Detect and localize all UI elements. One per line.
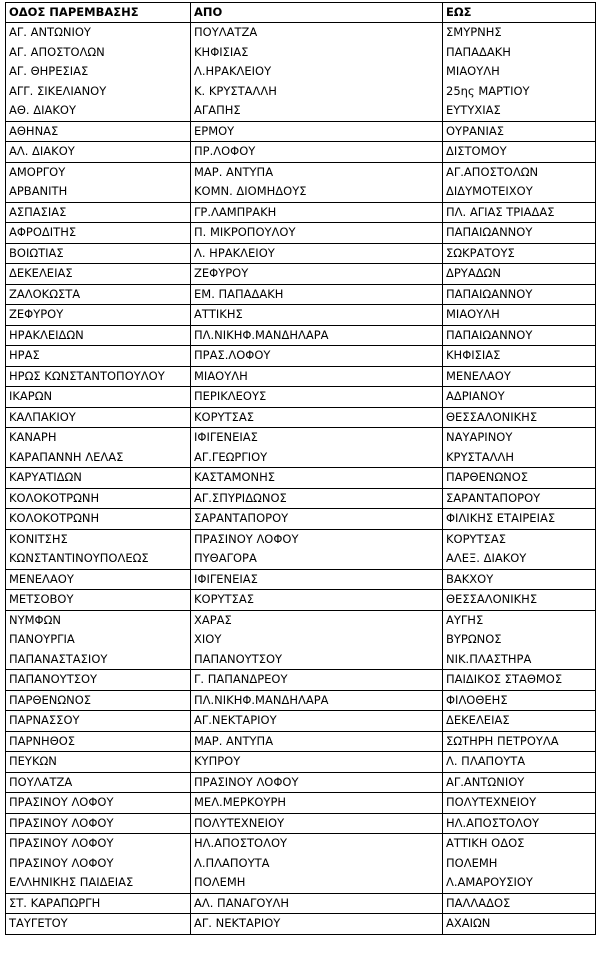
table-row [6,305,596,326]
cell-to: ΚΡΥΣΤΑΛΛΗ [443,448,596,468]
cell-from: ΚΑΣΤΑΜΟΝΗΣ [191,468,443,489]
cell-street: ΚΑΛΠΑΚΙΟΥ [6,407,191,428]
cell-from: Κ. ΚΡΥΣΤΑΛΛΗ [191,82,443,102]
cell-from: ΠΕΡΙΚΛΕΟΥΣ [191,387,443,408]
table-row [6,121,596,142]
cell-to: ΠΛ. ΑΓΙΑΣ ΤΡΙΑΔΑΣ [443,202,596,223]
cell-from: Γ. ΠΑΠΑΝΔΡΕΟΥ [191,670,443,691]
cell-from: ΙΦΙΓΕΝΕΙΑΣ [191,428,443,448]
table-row [6,834,596,854]
table-row [6,468,596,489]
cell-from: ΓΡ.ΛΑΜΠΡΑΚΗ [191,202,443,223]
cell-to: ΣΩΚΡΑΤΟΥΣ [443,243,596,264]
cell-to: ΚΗΦΙΣΙΑΣ [443,346,596,367]
table-row [6,549,596,569]
cell-from: ΖΕΦΥΡΟΥ [191,264,443,285]
cell-to: ΣΑΡΑΝΤΑΠΟΡΟΥ [443,488,596,509]
cell-street: ΠΑΡΝΑΣΣΟΥ [6,711,191,732]
cell-to: Λ. ΠΛΑΠΟΥΤΑ [443,752,596,773]
cell-street: ΕΛΛΗΝΙΚΗΣ ΠΑΙΔΕΙΑΣ [6,873,191,893]
cell-to: ΔΡΥΑΔΩΝ [443,264,596,285]
cell-street: ΑΛ. ΔΙΑΚΟΥ [6,142,191,163]
table-row [6,529,596,549]
cell-street: ΑΣΠΑΣΙΑΣ [6,202,191,223]
cell-street: ΠΑΝΟΥΡΓΙΑ [6,630,191,650]
cell-to: ΕΥΤΥΧΙΑΣ [443,101,596,121]
cell-from: ΜΕΛ.ΜΕΡΚΟΥΡΗ [191,793,443,814]
table-row [6,82,596,102]
table-row [6,366,596,387]
table-row [6,448,596,468]
table-row [6,223,596,244]
cell-from: ΠΡ.ΛΟΦΟΥ [191,142,443,163]
cell-street: ΣΤ. ΚΑΡΑΠΩΡΓΗ [6,893,191,914]
cell-from: ΑΓ.ΝΕΚΤΑΡΙΟΥ [191,711,443,732]
cell-from: Λ.ΠΛΑΠΟΥΤΑ [191,854,443,874]
header-row [6,3,596,23]
cell-to: ΠΑΠΑΙΩΑΝΝΟΥ [443,284,596,305]
cell-from: ΜΑΡ. ΑΝΤΥΠΑ [191,731,443,752]
cell-from: ΙΦΙΓΕΝΕΙΑΣ [191,569,443,590]
table-row [6,182,596,202]
cell-street: ΠΑΡΝΗΘΟΣ [6,731,191,752]
cell-to: ΔΙΔΥΜΟΤΕΙΧΟΥ [443,182,596,202]
table-row [6,284,596,305]
table-row [6,264,596,285]
cell-from: ΚΟΡΥΤΣΑΣ [191,407,443,428]
cell-from: ΠΑΠΑΝΟΥΤΣΟΥ [191,650,443,670]
cell-street: ΚΑΡΑΠΑΝΝΗ ΛΕΛΑΣ [6,448,191,468]
cell-to: ΑΓ.ΑΝΤΩΝΙΟΥ [443,772,596,793]
cell-to: ΠΑΠΑΙΩΑΝΝΟΥ [443,325,596,346]
cell-to: ΜΙΑΟΥΛΗ [443,62,596,82]
table-row [6,711,596,732]
cell-to: ΦΙΛΙΚΗΣ ΕΤΑΙΡΕΙΑΣ [443,509,596,530]
cell-to: ΒΥΡΩΝΟΣ [443,630,596,650]
cell-from: ΧΑΡΑΣ [191,610,443,630]
cell-street: ΠΡΑΣΙΝΟΥ ΛΟΦΟΥ [6,793,191,814]
table-row [6,407,596,428]
cell-street: ΚΟΛΟΚΟΤΡΩΝΗ [6,509,191,530]
cell-to: ΒΑΚΧΟΥ [443,569,596,590]
cell-from: ΠΟΛΕΜΗ [191,873,443,893]
table-row [6,650,596,670]
cell-street: ΜΕΤΣΟΒΟΥ [6,590,191,611]
table-row [6,101,596,121]
cell-from: ΑΓ.ΓΕΩΡΓΙΟΥ [191,448,443,468]
header-to: ΕΩΣ [443,3,596,23]
cell-street: ΗΡΑΚΛΕΙΔΩΝ [6,325,191,346]
cell-street: ΑΦΡΟΔΙΤΗΣ [6,223,191,244]
table-row [6,914,596,935]
cell-from: ΑΓ. ΝΕΚΤΑΡΙΟΥ [191,914,443,935]
cell-from: ΑΓΑΠΗΣ [191,101,443,121]
cell-street: ΜΕΝΕΛΑΟΥ [6,569,191,590]
table-row [6,854,596,874]
cell-street: ΑΓ. ΑΝΤΩΝΙΟΥ [6,23,191,43]
table-row [6,243,596,264]
cell-to: ΠΑΠΑΙΩΑΝΝΟΥ [443,223,596,244]
cell-to: ΠΟΛΕΜΗ [443,854,596,874]
streets-table [5,2,596,935]
cell-from: ΠΟΥΛΑΤΖΑ [191,23,443,43]
cell-from: ΚΟΡΥΤΣΑΣ [191,590,443,611]
table-row [6,62,596,82]
cell-street: ΠΑΡΘΕΝΩΝΟΣ [6,690,191,711]
cell-to: ΠΟΛΥΤΕΧΝΕΙΟΥ [443,793,596,814]
cell-to: ΠΑΡΘΕΝΩΝΟΣ [443,468,596,489]
table-row [6,893,596,914]
table-row [6,793,596,814]
table-row [6,142,596,163]
cell-from: ΣΑΡΑΝΤΑΠΟΡΟΥ [191,509,443,530]
cell-street: ΚΑΡΥΑΤΙΔΩΝ [6,468,191,489]
cell-from: ΑΓ.ΣΠΥΡΙΔΩΝΟΣ [191,488,443,509]
table-row [6,23,596,43]
header-street: ΟΔΟΣ ΠΑΡΕΜΒΑΣΗΣ [6,3,191,23]
cell-from: Π. ΜΙΚΡΟΠΟΥΛΟΥ [191,223,443,244]
cell-street: ΖΑΛΟΚΩΣΤΑ [6,284,191,305]
cell-to: ΟΥΡΑΝΙΑΣ [443,121,596,142]
cell-to: ΔΙΣΤΟΜΟΥ [443,142,596,163]
cell-to: ΑΓ.ΑΠΟΣΤΟΛΩΝ [443,162,596,182]
cell-to: ΦΙΛΟΘΕΗΣ [443,690,596,711]
cell-street: ΝΥΜΦΩΝ [6,610,191,630]
cell-to: ΣΩΤΗΡΗ ΠΕΤΡΟΥΛΑ [443,731,596,752]
cell-to: ΝΙΚ.ΠΛΑΣΤΗΡΑ [443,650,596,670]
table-row [6,670,596,691]
cell-to: 25ης ΜΑΡΤΙΟΥ [443,82,596,102]
table-row [6,772,596,793]
cell-from: ΚΗΦΙΣΙΑΣ [191,43,443,63]
cell-to: ΝΑΥΑΡΙΝΟΥ [443,428,596,448]
cell-from: ΑΤΤΙΚΗΣ [191,305,443,326]
cell-from: Λ. ΗΡΑΚΛΕΙΟΥ [191,243,443,264]
cell-from: ΠΡΑΣΙΝΟΥ ΛΟΦΟΥ [191,529,443,549]
cell-street: ΠΡΑΣΙΝΟΥ ΛΟΦΟΥ [6,854,191,874]
cell-from: ΜΑΡ. ΑΝΤΥΠΑ [191,162,443,182]
cell-street: ΠΟΥΛΑΤΖΑ [6,772,191,793]
cell-street: ΑΓ. ΘΗΡΕΣΙΑΣ [6,62,191,82]
cell-to: ΘΕΣΣΑΛΟΝΙΚΗΣ [443,590,596,611]
cell-from: Λ.ΗΡΑΚΛΕΙΟΥ [191,62,443,82]
cell-from: ΠΛ.ΝΙΚΗΦ.ΜΑΝΔΗΛΑΡΑ [191,325,443,346]
table-row [6,610,596,630]
header-from: ΑΠΟ [191,3,443,23]
cell-to: ΑΤΤΙΚΗ ΟΔΟΣ [443,834,596,854]
cell-street: ΗΡΩΣ ΚΩΝΣΤΑΝΤΟΠΟΥΛΟΥ [6,366,191,387]
cell-street: ΑΓ. ΑΠΟΣΤΟΛΩΝ [6,43,191,63]
cell-from: ΚΥΠΡΟΥ [191,752,443,773]
cell-street: ΠΡΑΣΙΝΟΥ ΛΟΦΟΥ [6,813,191,834]
cell-to: ΘΕΣΣΑΛΟΝΙΚΗΣ [443,407,596,428]
cell-street: ΚΩΝΣΤΑΝΤΙΝΟΥΠΟΛΕΩΣ [6,549,191,569]
cell-to: ΗΛ.ΑΠΟΣΤΟΛΟΥ [443,813,596,834]
cell-street: ΚΑΝΑΡΗ [6,428,191,448]
cell-from: ΑΛ. ΠΑΝΑΓΟΥΛΗ [191,893,443,914]
cell-to: ΜΙΑΟΥΛΗ [443,305,596,326]
cell-from: ΗΛ.ΑΠΟΣΤΟΛΟΥ [191,834,443,854]
cell-street: ΒΟΙΩΤΙΑΣ [6,243,191,264]
cell-to: ΣΜΥΡΝΗΣ [443,23,596,43]
cell-from: ΠΛ.ΝΙΚΗΦ.ΜΑΝΔΗΛΑΡΑ [191,690,443,711]
cell-from: ΜΙΑΟΥΛΗ [191,366,443,387]
cell-street: ΚΟΝΙΤΣΗΣ [6,529,191,549]
table-row [6,590,596,611]
table-row [6,162,596,182]
cell-street: ΠΕΥΚΩΝ [6,752,191,773]
cell-to: ΠΑΛΛΑΔΟΣ [443,893,596,914]
cell-street: ΑΘ. ΔΙΑΚΟΥ [6,101,191,121]
cell-from: ΠΟΛΥΤΕΧΝΕΙΟΥ [191,813,443,834]
cell-to: ΑΥΓΗΣ [443,610,596,630]
table-row [6,731,596,752]
cell-from: ΠΡΑΣ.ΛΟΦΟΥ [191,346,443,367]
cell-to: ΚΟΡΥΤΣΑΣ [443,529,596,549]
cell-from: ΧΙΟΥ [191,630,443,650]
cell-to: ΑΔΡΙΑΝΟΥ [443,387,596,408]
cell-to: ΜΕΝΕΛΑΟΥ [443,366,596,387]
table-row [6,630,596,650]
table-row [6,509,596,530]
cell-street: ΠΑΠΑΝΟΥΤΣΟΥ [6,670,191,691]
cell-street: ΤΑΥΓΕΤΟΥ [6,914,191,935]
cell-from: ΚΟΜΝ. ΔΙΟΜΗΔΟΥΣ [191,182,443,202]
cell-street: ΠΑΠΑΝΑΣΤΑΣΙΟΥ [6,650,191,670]
cell-street: ΑΜΟΡΓΟΥ [6,162,191,182]
cell-street: ΖΕΦΥΡΟΥ [6,305,191,326]
table-row [6,752,596,773]
cell-street: ΑΓΓ. ΣΙΚΕΛΙΑΝΟΥ [6,82,191,102]
table-row [6,569,596,590]
cell-street: ΑΘΗΝΑΣ [6,121,191,142]
cell-street: ΑΡΒΑΝΙΤΗ [6,182,191,202]
table-row [6,488,596,509]
table-row [6,43,596,63]
cell-from: ΕΜ. ΠΑΠΑΔΑΚΗ [191,284,443,305]
cell-from: ΕΡΜΟΥ [191,121,443,142]
table-row [6,387,596,408]
cell-to: Λ.ΑΜΑΡΟΥΣΙΟΥ [443,873,596,893]
table-row [6,873,596,893]
table-row [6,202,596,223]
cell-street: ΚΟΛΟΚΟΤΡΩΝΗ [6,488,191,509]
cell-street: ΠΡΑΣΙΝΟΥ ΛΟΦΟΥ [6,834,191,854]
table-row [6,428,596,448]
table-row [6,346,596,367]
cell-to: ΔΕΚΕΛΕΙΑΣ [443,711,596,732]
cell-from: ΠΥΘΑΓΟΡΑ [191,549,443,569]
cell-to: ΠΑΙΔΙΚΟΣ ΣΤΑΘΜΟΣ [443,670,596,691]
cell-to: ΠΑΠΑΔΑΚΗ [443,43,596,63]
table-row [6,325,596,346]
cell-to: ΑΧΑΙΩΝ [443,914,596,935]
cell-to: ΑΛΕΞ. ΔΙΑΚΟΥ [443,549,596,569]
table-row [6,690,596,711]
cell-street: ΙΚΑΡΩΝ [6,387,191,408]
cell-from: ΠΡΑΣΙΝΟΥ ΛΟΦΟΥ [191,772,443,793]
table-row [6,813,596,834]
cell-street: ΔΕΚΕΛΕΙΑΣ [6,264,191,285]
cell-street: ΗΡΑΣ [6,346,191,367]
